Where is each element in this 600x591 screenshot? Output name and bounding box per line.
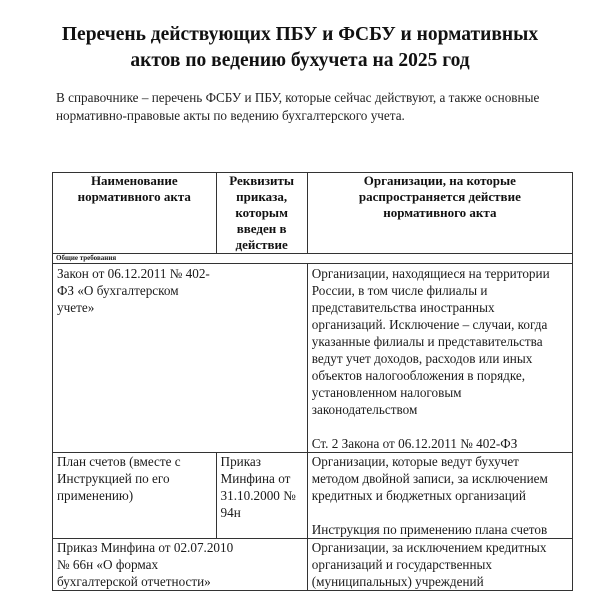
table-row — [53, 539, 573, 591]
section-row — [53, 254, 573, 264]
row-order-details: Приказ Минфина от 31.10.2000 № 94н — [216, 453, 307, 539]
act-name-text: Приказ Минфина от 02.07.2010 № 66н «О формах бухгалтерской отчетности» — [57, 540, 234, 589]
table-header-row — [53, 173, 573, 254]
organizations-text: Организации, находящиеся на территории России, в том числе филиалы и представительства иностранных организаций. Исключение – случаи, когда указанные филиалы и представительства ведут учет доходов, расходов или иных объектов налогообложения в порядке, установленном налоговым законодательством — [311, 266, 550, 417]
intro-line-2: нормативно-правовые акты по ведению бухгалтерского учета. — [56, 108, 405, 123]
header-organizations: Организации, на которые распространяется действие нормативного акта — [307, 173, 572, 254]
row-organizations — [307, 453, 572, 539]
header-order-details: Реквизиты приказа, которым введен в действие — [216, 173, 307, 254]
row-organizations — [307, 539, 572, 591]
organizations-reference: Инструкция по применению плана счетов — [311, 522, 548, 537]
intro-paragraph — [56, 89, 576, 125]
organizations-text: Организации, которые ведут бухучет методом двойной записи, за исключением кредитных и бюджетных организаций — [311, 454, 548, 503]
normative-acts-table — [52, 172, 573, 591]
section-general-requirements: Общие требования — [53, 254, 573, 264]
table-row — [53, 453, 573, 539]
row-act-name — [53, 539, 308, 591]
intro-line-1: В справочнике – перечень ФСБУ и ПБУ, которые сейчас действуют, а также основные — [56, 90, 540, 105]
title-line-1: Перечень действующих ПБУ и ФСБУ и нормативных — [61, 24, 539, 45]
title-line-2: актов по ведению бухучета на 2025 год — [130, 50, 470, 71]
header-act-name: Наименование нормативного акта — [53, 173, 217, 254]
row-act-name — [53, 264, 308, 453]
act-name-text: Закон от 06.12.2011 № 402-ФЗ «О бухгалтерском учете» — [57, 266, 210, 315]
document-title — [0, 22, 600, 74]
row-organizations — [307, 264, 572, 453]
row-act-name: План счетов (вместе с Инструкцией по его применению) — [53, 453, 217, 539]
organizations-text: Организации, за исключением кредитных организаций и государственных (муниципальных) учреждений — [311, 540, 547, 589]
table-row — [53, 264, 573, 453]
organizations-reference: Ст. 2 Закона от 06.12.2011 № 402-ФЗ — [311, 436, 518, 451]
